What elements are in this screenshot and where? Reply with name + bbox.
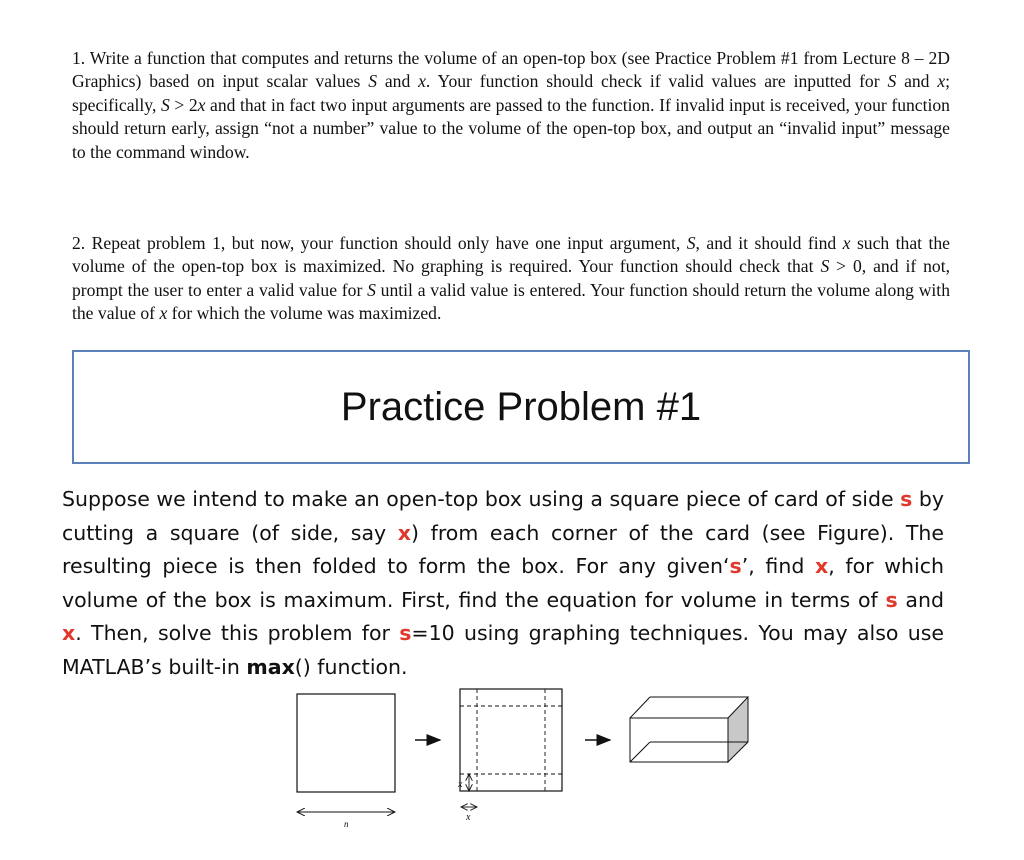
- corner-x-label: x: [458, 779, 463, 790]
- practice-problem-title-box: [72, 350, 970, 464]
- practice-problem-title: Practice Problem #1: [340, 384, 702, 429]
- practice-problem-description: Suppose we intend to make an open-top box using a square piece of card of side s by cutting a square (of side, say x) from each corner of the card (see Figure). The resulting piece is then folded to form the box. For any given‘s’, find x, for which volume of the box is maximum. First, find the equation for volume in terms of s and x. Then, solve this problem for s=10 using graphing techniques. You may also use MATLAB’s built-in max() function.: [62, 487, 944, 679]
- cut-card: [460, 689, 562, 791]
- bottom-x-label: x: [466, 812, 471, 823]
- side-s-label: n: [344, 819, 349, 829]
- square-card: [297, 694, 395, 792]
- box-folding-figure: [280, 680, 760, 830]
- open-top-box: [630, 697, 748, 762]
- problem-2-text: 2. Repeat problem 1, but now, your function should only have one input argument, S, and it should find x such that the volume of the open-top box is maximized. No graphing is required. Your function should check that S > 0, and if not, prompt the user to enter a valid value for S until a valid value is entered. Your function should return the volume along with the value of x for which the volume was maximized.: [72, 233, 951, 324]
- problem-1-text: 1. Write a function that computes and returns the volume of an open-top box (see Practice Problem #1 from Lecture 8 – 2D Graphics) based on input scalar values S and x. Your function should check if valid values are inputted for S and x; specifically, S > 2x and that in fact two input arguments are passed to the function. If invalid input is received, your function should return early, assign “not a number” value to the volume of the open-top box, and output an “invalid input” message to the command window.: [72, 48, 951, 162]
